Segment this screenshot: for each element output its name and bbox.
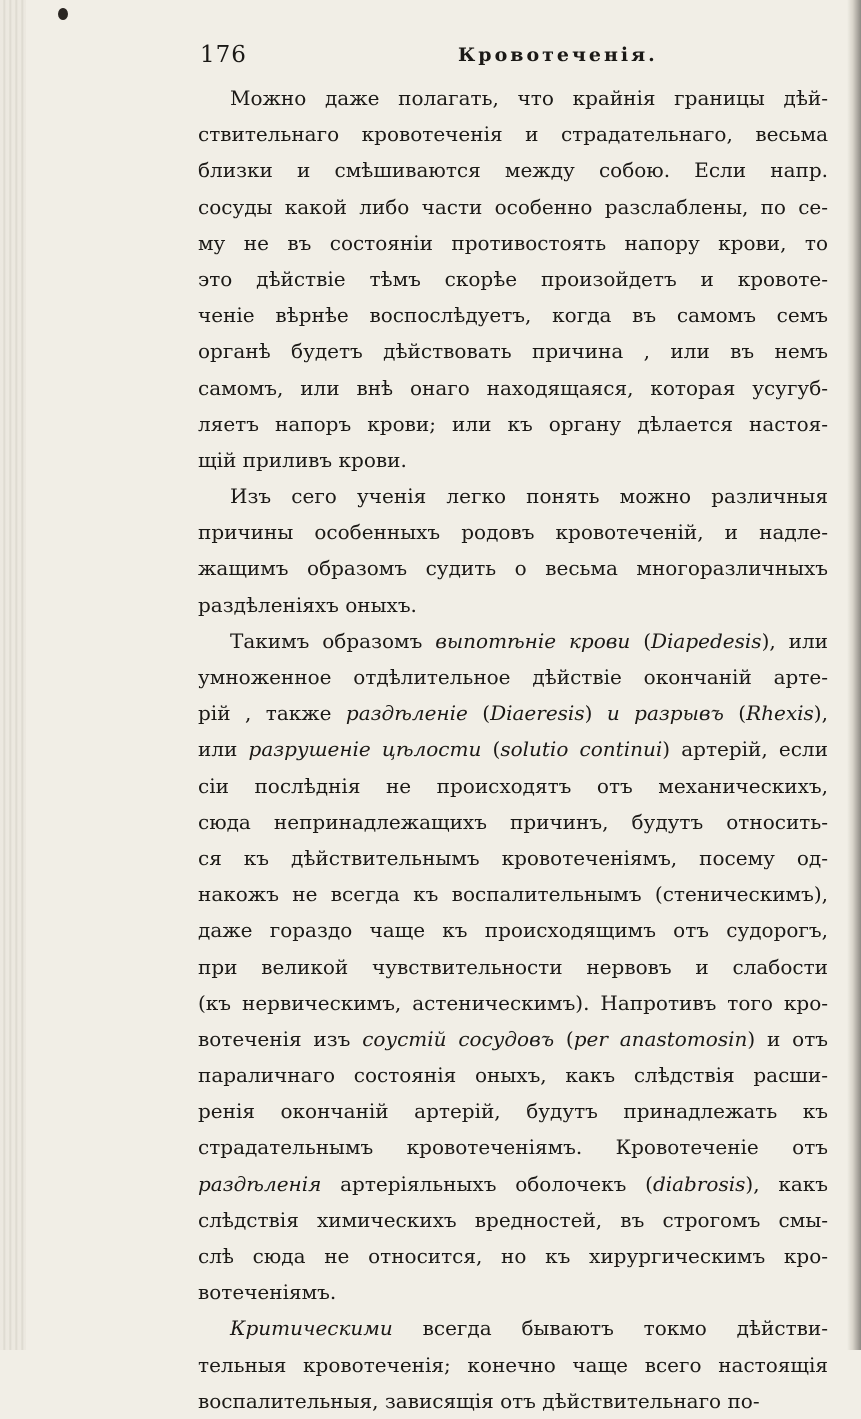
text-run: параличнаго состоянія оныхъ, какъ слѣдствія расши- (198, 1063, 828, 1088)
text-line (198, 1310, 828, 1346)
text-run: ствительнаго кровотеченія и страдательнаго, весьма (198, 122, 828, 147)
italic-term: diabrosis (652, 1171, 746, 1196)
text-run: му не въ состояніи противостоять напору крови, то (198, 230, 828, 255)
text-line (198, 1202, 828, 1238)
text-run: ( (554, 1026, 574, 1051)
italic-term: Diaeresis (490, 701, 585, 726)
text-line (198, 80, 828, 116)
text-run: ), какъ (745, 1171, 828, 1196)
text-line (198, 587, 828, 623)
book-spine-shadow (0, 0, 26, 1350)
page-header (200, 42, 660, 74)
text-run: сюда непринадлежащихъ причинъ, будутъ относить- (198, 809, 828, 834)
text-line (198, 659, 828, 695)
paragraph (198, 623, 828, 1311)
text-run: (къ нервическимъ, астеническимъ). Напротивъ того кро- (198, 990, 828, 1015)
text-line (198, 768, 828, 804)
text-run: раздѣленіяхъ оныхъ. (198, 592, 417, 617)
text-line (198, 876, 828, 912)
text-run: слѣ сюда не относится, но къ хирургическимъ кро- (198, 1244, 828, 1268)
text-run: ренія окончаній артерій, будутъ принадлежать къ (198, 1099, 828, 1124)
text-line (198, 370, 828, 406)
page-edge-shadow (847, 0, 861, 1350)
text-line (198, 840, 828, 876)
text-run: самомъ, или внѣ онаго находящаяся, которая усугуб- (198, 375, 828, 400)
text-run: артеріяльныхъ оболочекъ ( (321, 1171, 653, 1196)
italic-term: соустій сосудовъ (362, 1026, 555, 1051)
text-line (198, 1238, 828, 1274)
text-run: причины особенныхъ родовъ кровотеченій, и надле- (198, 520, 828, 545)
paragraph (198, 80, 828, 478)
paragraph (198, 1310, 828, 1419)
text-line (198, 623, 828, 659)
text-run: при великой чувствительности нервовъ и слабости (198, 954, 828, 979)
italic-term: и разрывъ (606, 701, 724, 726)
text-run: ляетъ напоръ крови; или къ органу дѣлается настоя- (198, 411, 828, 436)
text-body (198, 80, 828, 1419)
italic-term: разрушеніе цѣлости (248, 737, 482, 762)
text-run: страдательнымъ кровотеченіямъ. Кровотеченіе отъ (198, 1135, 828, 1160)
text-line (198, 116, 828, 152)
text-run: ), (813, 701, 828, 726)
text-run: жащимъ образомъ судить о весьма многоразличныхъ (198, 556, 828, 581)
text-run: рій , также (198, 701, 346, 726)
text-line (198, 1274, 828, 1310)
text-run: Изъ сего ученія легко понять можно различныя (230, 484, 828, 509)
text-run: ) (584, 701, 607, 726)
text-line (198, 1021, 828, 1057)
text-line (198, 1129, 828, 1165)
text-run: умноженное отдѣлительное дѣйствіе окончаній арте- (198, 665, 828, 689)
text-run: сіи послѣднія не происходятъ отъ механическихъ, (198, 773, 828, 798)
italic-term: Rhexis (746, 701, 814, 726)
text-line (198, 949, 828, 985)
text-run: или (198, 737, 249, 762)
italic-term: Критическими (230, 1316, 393, 1341)
text-line (198, 1347, 828, 1383)
text-line (198, 297, 828, 333)
text-run: ( (481, 737, 501, 762)
text-run: даже гораздо чаще къ происходящимъ отъ судорогъ, (198, 918, 828, 943)
text-run: ) и отъ (747, 1026, 828, 1051)
text-line (198, 985, 828, 1021)
text-run: всегда бываютъ токмо дѣйстви- (392, 1316, 828, 1341)
text-line (198, 478, 828, 514)
text-run: ченіе вѣрнѣе воспослѣдуетъ, когда въ самомъ семъ (198, 303, 828, 328)
text-run: вотеченія изъ (198, 1026, 363, 1051)
text-line (198, 912, 828, 948)
text-line (198, 189, 828, 225)
text-run: это дѣйствіе тѣмъ скорѣе произойдетъ и кровоте- (198, 266, 828, 291)
text-line (198, 514, 828, 550)
italic-term: раздѣленія (198, 1171, 322, 1196)
text-run: Такимъ образомъ (230, 628, 436, 653)
text-run: щій приливъ крови. (198, 447, 407, 472)
text-line (198, 152, 828, 188)
text-line (198, 261, 828, 297)
paragraph (198, 478, 828, 623)
italic-term: per anastomosin (573, 1026, 748, 1051)
text-run: тельныя кровотеченія; конечно чаще всего настоящія (198, 1352, 828, 1377)
text-run: ), или (761, 628, 828, 653)
text-line (198, 1057, 828, 1093)
ink-blot-top-left (58, 8, 68, 20)
text-run: ( (723, 701, 747, 726)
text-run: накожъ не всегда къ воспалительнымъ (стеническимъ), (198, 882, 828, 907)
text-line (198, 406, 828, 442)
text-line (198, 225, 828, 261)
text-run: ( (467, 701, 491, 726)
text-run: ся къ дѣйствительнымъ кровотеченіямъ, посему од- (198, 845, 828, 870)
text-run: Можно даже полагать, что крайнія границы дѣй- (230, 86, 828, 110)
text-line (198, 1166, 828, 1202)
italic-term: раздѣленіе (345, 701, 468, 726)
text-line (198, 695, 828, 731)
text-run: органѣ будетъ дѣйствовать причина , или въ немъ (198, 339, 828, 364)
italic-term: Diapedesis (651, 628, 762, 653)
text-run: сосуды какой либо части особенно разслаблены, по се- (198, 194, 828, 219)
text-run: воспалительныя, зависящія отъ дѣйствительнаго по- (198, 1388, 760, 1413)
italic-term: solutio continui (500, 737, 663, 762)
text-run: ) артерій, если (662, 737, 828, 762)
page-number: 176 (200, 42, 247, 68)
text-run: слѣдствія химическихъ вредностей, въ строгомъ смы- (198, 1207, 828, 1232)
italic-term: выпотѣніе крови (435, 628, 631, 653)
text-line (198, 1093, 828, 1129)
text-line (198, 1383, 828, 1419)
text-run: близки и смѣшиваются между собою. Если напр. (198, 158, 828, 183)
text-run: ( (630, 628, 651, 653)
text-run: вотеченіямъ. (198, 1280, 337, 1305)
text-line (198, 333, 828, 369)
running-title: Кровотеченія. (458, 44, 658, 66)
text-line (198, 731, 828, 767)
text-line (198, 550, 828, 586)
text-line (198, 804, 828, 840)
text-line (198, 442, 828, 478)
